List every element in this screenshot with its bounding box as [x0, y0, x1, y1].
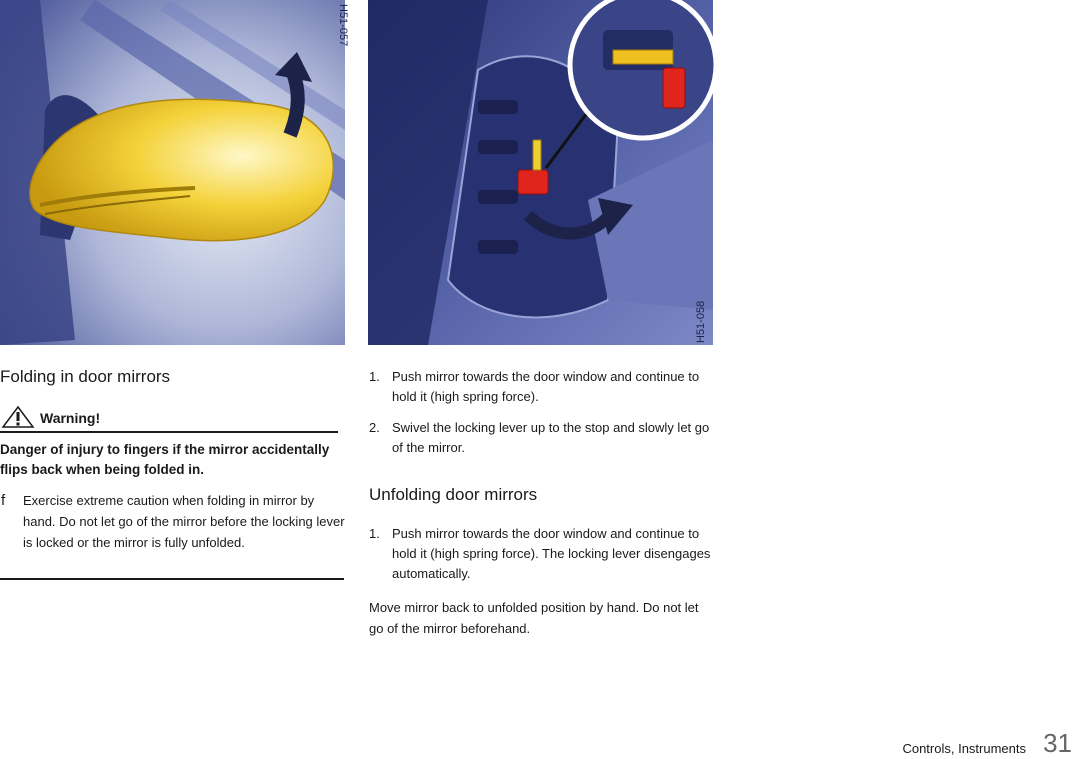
page-number: 31: [1043, 728, 1072, 758]
list-item: [369, 524, 714, 584]
figure-code-left: H51-057: [337, 4, 349, 47]
unfolding-note: Move mirror back to unfolded position by hand. Do not let go of the mirror beforehand.: [369, 600, 699, 636]
step-text: Swivel the locking lever up to the stop and slowly let go of the mirror.: [392, 420, 710, 455]
list-item: [369, 418, 714, 458]
section-heading-unfolding: Unfolding door mirrors: [369, 485, 538, 504]
figure-code-right: H51-058: [695, 300, 707, 343]
list-item: [369, 367, 714, 407]
warning-end-rule: [0, 578, 344, 580]
warning-instruction-text: Exercise extreme caution when folding in mirror by hand. Do not let go of the mirror before the locking lever is locked or the mirror is fully unfolded.: [23, 493, 345, 550]
warning-triangle-icon: [2, 406, 34, 428]
figure-mirror-locking-lever: [368, 0, 713, 345]
step-text: Push mirror towards the door window and continue to hold it (high spring force). The locking lever disengages automatically.: [392, 526, 711, 581]
folding-steps-list: [369, 367, 714, 469]
step-number: 2.: [369, 420, 380, 435]
warning-header: [0, 404, 338, 433]
bullet-marker: f: [1, 492, 6, 509]
warning-label: Warning!: [40, 410, 101, 426]
section-heading-folding: Folding in door mirrors: [0, 367, 171, 386]
step-number: 1.: [369, 369, 380, 384]
step-number: 1.: [369, 526, 380, 541]
step-text: Push mirror towards the door window and continue to hold it (high spring force).: [392, 369, 700, 404]
footer-section-title: Controls, Instruments: [902, 741, 1026, 756]
figure-mirror-fold-in: [0, 0, 349, 345]
warning-text: Danger of injury to fingers if the mirror accidentally flips back when being folded in.: [0, 442, 330, 477]
mirror-fold-illustration: [0, 0, 349, 345]
locking-lever-illustration: [368, 0, 713, 345]
unfolding-steps-list: [369, 524, 714, 595]
